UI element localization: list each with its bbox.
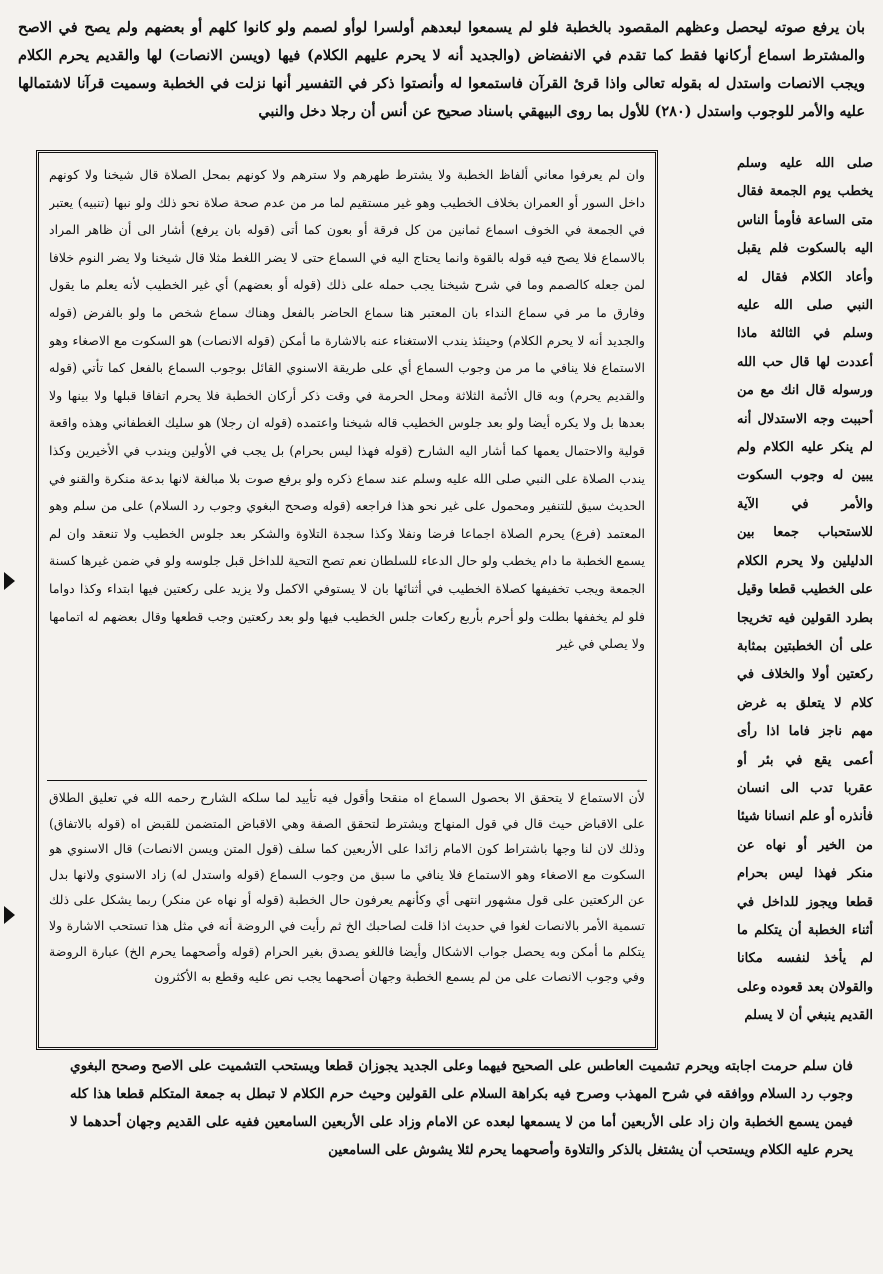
main-text-side-paragraph: صلى الله عليه وسلم يخطب يوم الجمعة فقال متى الساعة فأومأ الناس اليه بالسكوت فلم يقبل وأعاد الكلام فقال له النبي صلى الله عليه وسلم في الثالثة ماذا أعددت لها قال حب الله ورسوله قال انك مع من أحببت وجه الاستدلال أنه لم ينكر عليه الكلام ولم يبين له وجوب السكوت والأمر في الآية للاستحباب جمعا بين الدليلين ولا يحرم الكلام على الخطيب قطعا وقيل بطرد القولين فيه تخريجا على أن الخطبتين بمثابة ركعتين أولا والخلاف في كلام لا يتعلق به غرض مهم ناجز فاما اذا رأى أعمى يقع في بئر أو عقربا تدب الى انسان فأنذره أو علم انسانا شيئا من الخير أو نهاه عن منكر فهذا ليس بحرام قطعا ويجوز للداخل في أثناء الخطبة أن يتكلم ما لم يأخذ لنفسه مكانا والقولان بعد قعوده وعلى القديم ينبغي أن لا يسلم	[737, 156, 873, 1024]
commentary-lower-paragraph: لأن الاستماع لا يتحقق الا بحصول السماع اه منقحا وأقول فيه تأييد لما سلكه الشارح رحمه الله في تعليق الطلاق على الاقباض حيث قال في قول المنهاج ويشترط لتحقق الصفة وهي الاقباض المتضمن للقبض اه (قوله بالاتفاق) وذلك لان لنا وجها باشتراط كون الامام زائدا على الأربعين كما سلف (قول المتن ويسن الانصات) قال الاسنوي هو السكوت مع الاصغاء وهو الاستماع فلا ينافي ما سبق من وجوب السماع (قوله واستدل له) زاد الاسنوي ولانها بدل عن الركعتين على قول مشهور انتهى أي وكأنهم يعرفون حال الخطبة (قوله أو نهاه عن منكر) ربما يشكل على ذلك تسمية الأمر بالانصات لغوا في حديث اذا قلت لصاحبك الخ ثم رأيت في الروضة أنه في مثل هذا تستحب الاشارة ولا يتكلم ما أمكن وبه يحصل جواب الاشكال وأيضا فاللغو يصدق بغير الحرام (قوله وأصحهما يحرم الخ) عبارة الروضة وفي وجوب الانصات على من لم يسمع الخطبة وجهان أصحهما يجب نص عليه وقطع به الأكثرون	[49, 790, 645, 985]
main-text-top-paragraph: بان يرفع صوته ليحصل وعظهم المقصود بالخطبة فلو لم يسمعوا لبعدهم أولسرا لوأو لصمم ولو كانوا كلهم أو بعضهم ولم يصح في الاصح والمشترط اسماع أركانها فقط كما تقدم في الانفضاض (والجديد أنه لا يحرم عليهم الكلام) فيها (ويسن الانصات) لها والقديم يحرم الكلام ويجب الانصات واستدل له بقوله تعالى واذا قرئ القرآن فاستمعوا له وأنصتوا ذكر في التفسير أنها نزلت في الخطبة وسميت قرآنا لاشتمالها عليه والأمر للوجوب واستدل (٢٨٠) للأول بما روى البيهقي باسناد صحيح عن أنس أن رجلا دخل والنبي	[18, 19, 865, 120]
commentary-box	[36, 150, 658, 1050]
main-text-side-column	[737, 150, 873, 1050]
main-text-bottom-paragraph: فان سلم حرمت اجابته ويحرم تشميت العاطس على الصحيح فيهما وعلى الجديد يجوزان قطعا ويستحب التشميت على الاصح وصحح البغوي وجوب رد السلام ووافقه في شرح المهذب وصرح فيه بكراهة السلام على القولين وحيث حرم الكلام لا تبطل به جمعة المتكلم قطعا هذا كله فيمن يسمع الخطبة وان زاد على الأربعين أما من لا يسمعها لبعده عن الامام وزاد على الأربعين السامعين ففيه على القديم وجهان أحدهما لا يحرم عليه الكلام ويستحب أن يشتغل بالذكر والتلاوة وأصحهما يحرم لئلا يشوش على السامعين	[70, 1058, 853, 1158]
main-text-bottom	[70, 1052, 853, 1262]
commentary-upper	[49, 161, 645, 771]
margin-arrow-icon	[4, 572, 15, 590]
commentary-divider	[47, 780, 647, 781]
commentary-lower	[49, 785, 645, 1043]
main-text-top	[18, 14, 865, 154]
commentary-upper-paragraph: وان لم يعرفوا معاني ألفاظ الخطبة ولا يشترط طهرهم ولا سترهم ولا كونهم بمحل الصلاة قال شيخنا ولا كونهم داخل السور أو العمران بخلاف الخطيب وهو غير مستقيم لما مر من عدم صحة صلاة نحو ذلك ولو نبها (تنبيه) يعتبر في الجمعة في الخوف اسماع ثمانين من كل فرقة أو بعون كما أتى (قوله بان يرفع) أشار الى أن ظاهر المراد بالاسماع فلا يصح فيه قوله بالقوة وانما يحتاج اليه في السماع حتى لا يضر اللغط مثلا قال شيخنا ولا يضر النوم خلافا لمن جعله كالصمم وما في شرح شيخنا يجب حمله على ذلك (قوله أو بعضهم) أي غير الخطيب لأنه يعلم ما يقول وفارق ما مر في سماع النداء بان المعتبر هنا سماع الحاضر بالفعل وهناك سماع شخص ما ولو بالفرض (قوله والجديد أنه لا يحرم الكلام) وحينئذ يندب الاستغناء عنه بالاشارة ما أمكن (قوله الانصات) هو السكوت مع الاصغاء وهو الاستماع فلا ينافي ما مر من وجوب السماع أي على طريقة الاسنوي القائل بوجوب السماع بالفعل كما تأتي (قوله والقديم يحرم) وبه قال الأئمة الثلاثة ومحل الحرمة في وقت ذكر أركان الخطبة فلا يحرم اتفاقا قبلها ولا بينها ولا بعدها بل ولا يكره أيضا ولو بعد جلوس الخطيب قاله شيخنا واعتمده (قوله ان رجلا) هو سليك الغطفاني وهذه واقعة قولية والاحتمال يعمها كما أشار اليه الشارح (قوله فهذا ليس بحرام) بل يجب في الأولين ويندب في الأخيرين وكذا يندب الصلاة على النبي صلى الله عليه وسلم عند سماع ذكره ولو برفع صوت بلا مبالغة لانها بدعة منكرة والقنو في الحديث سيق للتنفير ومحمول على غير نحو هذا فراجعه (قوله وصحح البغوي وجوب رد السلام) على من سلم وهو المعتمد (فرع) يحرم الصلاة اجماعا فرضا ونفلا وكذا سجدة التلاوة والشكر بعد جلوس الخطيب ولا تنعقد وان لم يسمع الخطبة ما دام يخطب ولو حال الدعاء للسلطان نعم تصح التحية للداخل قبل جلوسه ولو في ضمن غيرها كسنة الجمعة ويجب تخفيفها كصلاة الخطيب في أثنائها بان لا يستوفي الاكمل ولا يزيد على ركعتين فيها ابتداء وكذا دواما فلو لم يخففها بطلت ولو أحرم بأربع ركعات جلس الخطيب فيها ولو بعد ركعتين وجب قطعها وقال بعضهم له اتمامها ولا يصلي في غير	[49, 167, 645, 652]
margin-arrow-icon	[4, 906, 15, 924]
